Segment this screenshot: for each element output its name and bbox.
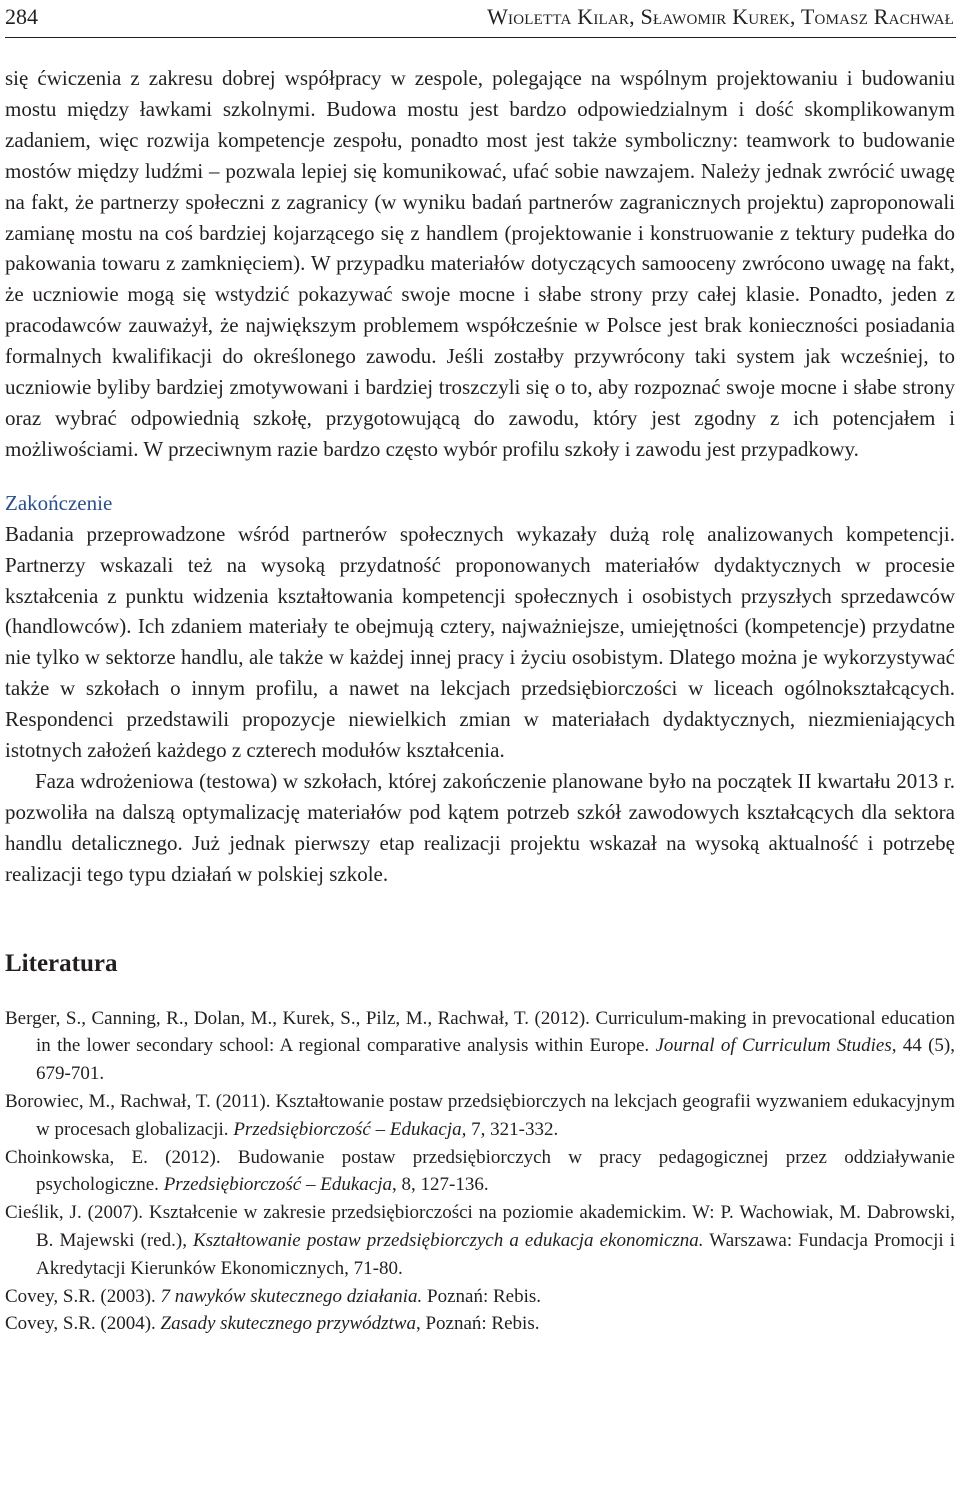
reference-title: Zasady skutecznego przywództwa <box>160 1313 416 1335</box>
page-body <box>5 63 955 1338</box>
literature-heading: Literatura <box>5 949 118 977</box>
reference-item <box>5 1199 955 1282</box>
running-head: Wioletta Kilar, Sławomir Kurek, Tomasz Rachwał <box>487 4 954 29</box>
reference-details: Poznań: Rebis. <box>422 1285 542 1307</box>
reference-details: Warszawa: Fundacja Promocji i Akredytacji Kierunków Ekonomicznych, 71-80. <box>36 1229 955 1279</box>
paragraph-1: się ćwiczenia z zakresu dobrej współpracy w zespole, polegające na wspólnym projektowaniu i budowaniu mostu między ławkami szkolnymi. Budowa mostu jest bardzo odpowiedzialnym i dość skomplikowanym zadaniem, więc rozwija kompetencje zespołu, ponadto most jest także symboliczny: teamwork to budowanie mostów między ludźmi – pozwala lepiej się komunikować, ufać sobie nawzajem. Należy jednak zwrócić uwagę na fakt, że partnerzy społeczni z zagranicy (w wyniku badań partnerów zagranicznych projektu) zaproponowali zamianę mostu na coś bardziej kojarzącego się z handlem (projektowanie i konstruowanie z tektury pudełka do pakowania towaru z zamknięciem). W przypadku materiałów dotyczących samooceny zwrócono uwagę na fakt, że uczniowie mogą się wstydzić pokazywać swoje mocne i słabe strony przy całej klasie. Ponadto, jeden z pracodawców zauważył, że największym problemem współcześnie w Polsce jest brak konieczności posiadania formalnych kwalifikacji do określonego zawodu. Jeśli zostałby przywrócony taki system jak wcześniej, to uczniowie byliby bardziej zmotywowani i bardziej troszczyli się o to, aby rozpoznać swoje mocne i słabe strony oraz wybrać odpowiednią szkołę, przygotowującą do zawodu, który jest zgodny z ich potencjałem i możliwościami. W przeciwnym razie bardzo często wybór profilu szkoły i zawodu jest przypadkowy. <box>5 66 955 461</box>
header-rule <box>5 37 956 38</box>
reference-title: 7 nawyków skutecznego działania. <box>160 1285 423 1307</box>
paragraph-2: Badania przeprowadzone wśród partnerów społecznych wykazały dużą rolę analizowanych kompetencji. Partnerzy wskazali też na wysoką przydatność proponowanych materiałów dydaktycznych w procesie kształcenia z punktu widzenia kształtowania kompetencji społecznych i osobistych przyszłych sprzedawców (handlowców). Ich zdaniem materiały te obejmują cztery, najważniejsze, umiejętności (kompetencje) przydatne nie tylko w sektorze handlu, ale także w każdej innej pracy i życiu osobistym. Dlatego można je wykorzystywać także w szkołach o innym profilu, a nawet na lekcjach przedsiębiorczości w liceach ogólnokształcących. Respondenci przedstawili propozycje niewielkich zmian w materiałach dydaktycznych, niezmieniających istotnych założeń każdego z czterech modułów kształcenia. <box>5 521 955 763</box>
reference-title: Kształtowanie postaw przedsiębiorczych a edukacja ekonomiczna. <box>193 1229 704 1251</box>
reference-item <box>5 1005 955 1088</box>
reference-title: Przedsiębiorczość – Edukacja <box>163 1174 392 1196</box>
reference-item <box>5 1144 955 1200</box>
section-heading-conclusion: Zakończenie <box>5 490 113 515</box>
reference-details: , 8, 127-136. <box>392 1174 489 1196</box>
reference-list <box>5 1005 955 1339</box>
reference-details: , 44 (5), 679-701. <box>36 1035 955 1085</box>
reference-title: Przedsiębiorczość – Edukacja, <box>233 1118 467 1140</box>
reference-text: Berger, S., Canning, R., Dolan, M., Kurek, S., Pilz, M., Rachwał, T. (2012). Curriculum-making in prevocational education in the lower secondary school: A regional comparative analysis within Europe. <box>5 1007 955 1057</box>
reference-text: Covey, S.R. (2004). <box>5 1313 161 1335</box>
page-number: 284 <box>5 4 38 29</box>
reference-item <box>5 1088 955 1144</box>
reference-text: Borowiec, M., Rachwał, T. (2011). Kształtowanie postaw przedsiębiorczych na lekcjach geografii wyzwaniem edukacyjnym w procesach globalizacji. <box>5 1090 955 1140</box>
reference-item <box>5 1283 955 1311</box>
paragraph-3: Faza wdrożeniowa (testowa) w szkołach, której zakończenie planowane było na początek II kwartału 2013 r. pozwoliła na dalszą optymalizację materiałów pod kątem potrzeb szkół zawodowych kształcących dla sektora handlu detalicznego. Już jednak pierwszy etap realizacji projektu wskazał na wysoką aktualność i potrzebę realizacji tego typu działań w polskiej szkole. <box>5 768 955 886</box>
reference-item <box>5 1310 955 1338</box>
reference-text: Cieślik, J. (2007). Kształcenie w zakresie przedsiębiorczości na poziomie akademickim. W: P. Wachowiak, M. Dabrowski, B. Majewski (red.), <box>5 1202 955 1251</box>
reference-title: Journal of Curriculum Studies <box>655 1035 892 1057</box>
reference-details: , Poznań: Rebis. <box>415 1313 540 1335</box>
reference-details: 7, 321-332. <box>466 1118 559 1140</box>
reference-text: Covey, S.R. (2003). <box>5 1285 161 1307</box>
reference-text: Choinkowska, E. (2012). Budowanie postaw przedsiębiorczych w pracy pedagogicznej przez oddziaływanie psychologiczne. <box>5 1146 955 1196</box>
